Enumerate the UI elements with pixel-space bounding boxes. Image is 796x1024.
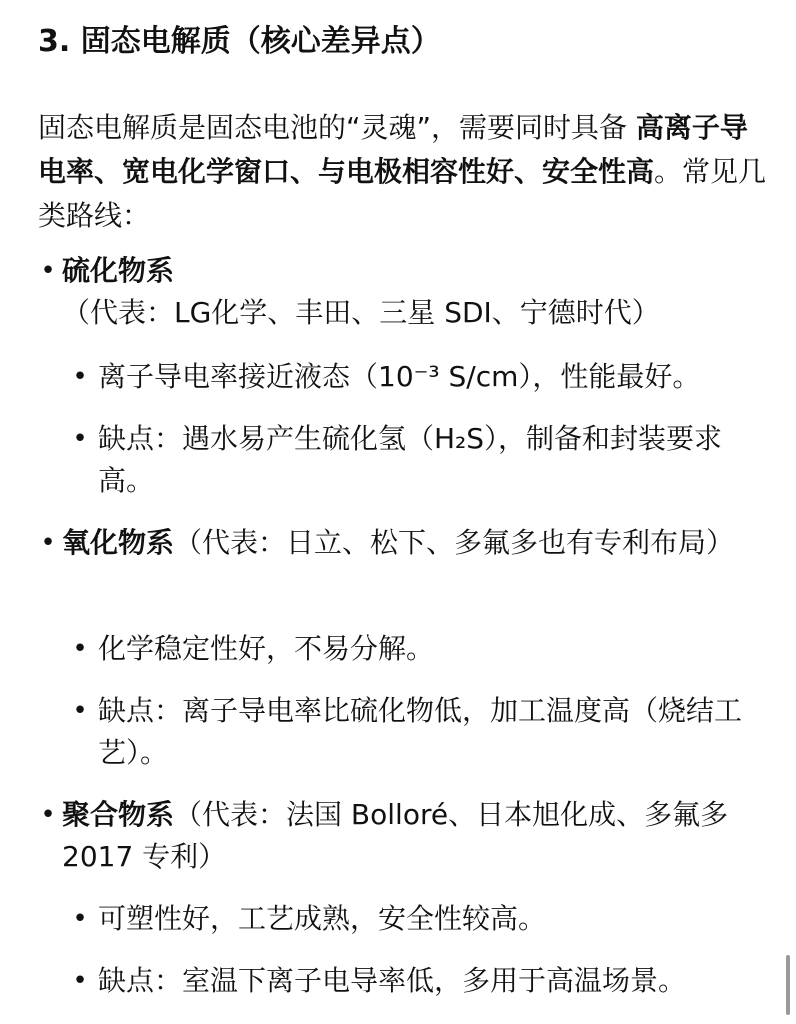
section-heading: 3. 固态电解质（核心差异点）	[38, 24, 441, 59]
sub-item	[70, 898, 796, 940]
bullet-icon: •	[72, 634, 88, 664]
intro-paragraph	[38, 106, 768, 238]
sub-item	[70, 690, 796, 774]
bullet-icon: •	[72, 966, 88, 996]
intro-text: 固态电解质是固态电池的“灵魂”，需要同时具备	[38, 111, 636, 144]
sub-item-text: 离子导电率接近液态（10⁻³ S/cm），性能最好。	[98, 360, 701, 393]
section-text	[62, 794, 762, 878]
sub-item-text: 可塑性好，工艺成熟，安全性较高。	[98, 902, 547, 935]
section-item-oxide	[38, 522, 778, 564]
intro-tail: 。常见几类路线：	[38, 155, 767, 232]
sub-item	[70, 628, 796, 670]
sub-item	[70, 418, 796, 502]
sub-item-text: 缺点：遇水易产生硫化氢（H₂S），制备和封装要求高。	[98, 422, 723, 497]
section-desc: （代表：LG化学、丰田、三星 SDI、宁德时代）	[62, 296, 660, 329]
section-desc: （代表：法国 Bolloré、日本旭化成、多氟多 2017 专利）	[62, 798, 729, 873]
bullet-icon: •	[72, 362, 88, 392]
scrollbar-thumb[interactable]	[786, 955, 790, 1015]
sub-item-text: 化学稳定性好，不易分解。	[98, 632, 435, 665]
section-name: 聚合物系	[62, 798, 175, 831]
section-item-sulfide	[38, 250, 778, 334]
section-name: 氧化物系	[62, 526, 175, 559]
bullet-icon: •	[72, 424, 88, 454]
sub-item	[70, 356, 796, 398]
sub-item-text: 缺点：室温下离子电导率低，多用于高温场景。	[98, 964, 687, 997]
bullet-icon: •	[40, 528, 56, 558]
section-item-polymer	[38, 794, 778, 878]
intro-emphasis: 高离子导电率、宽电化学窗口、与电极相容性好、安全性高	[38, 111, 748, 188]
section-text	[62, 522, 762, 564]
bullet-icon: •	[72, 696, 88, 726]
sub-item	[70, 960, 796, 1002]
section-desc: （代表：日立、松下、多氟多也有专利布局）	[174, 526, 735, 559]
section-name: 硫化物系	[62, 254, 175, 287]
sub-item-text: 缺点：离子导电率比硫化物低，加工温度高（烧结工艺）。	[98, 694, 743, 769]
bullet-icon: •	[72, 904, 88, 934]
bullet-icon: •	[40, 800, 56, 830]
bullet-icon: •	[40, 256, 56, 286]
section-text	[62, 250, 762, 334]
